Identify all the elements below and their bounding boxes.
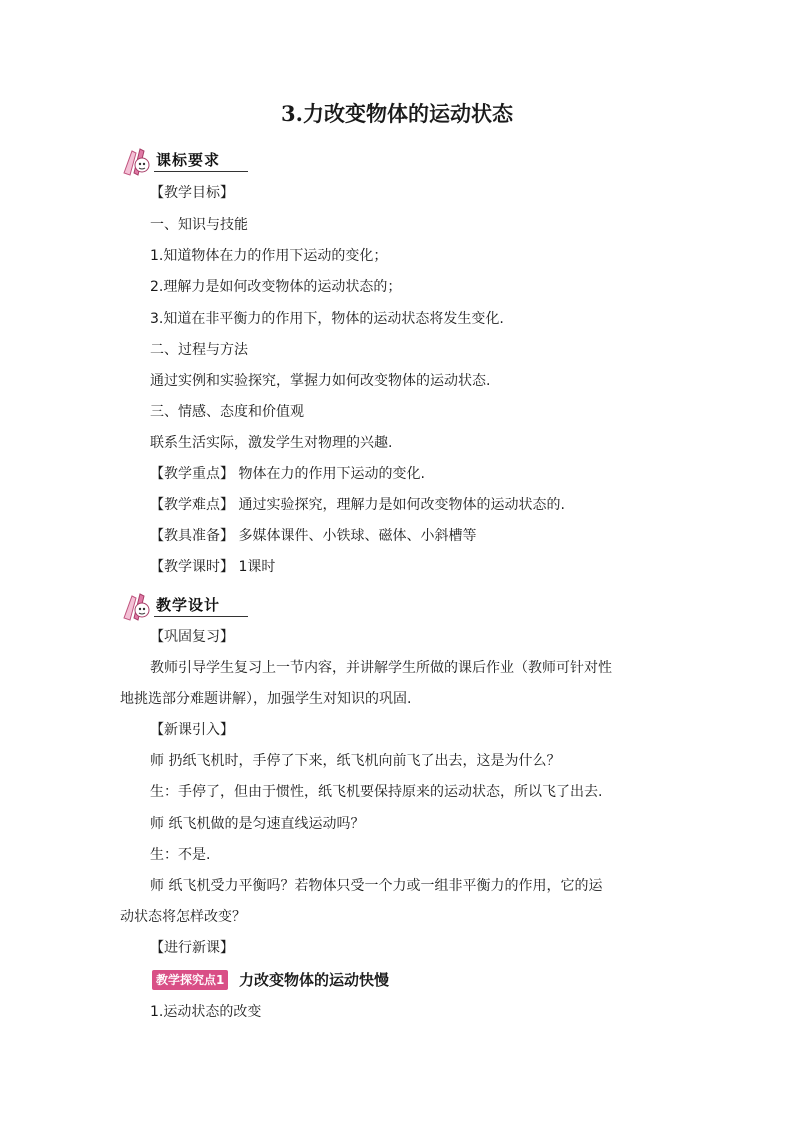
pencil-mascot-icon (118, 143, 154, 179)
section-label: 教学设计 (156, 596, 221, 614)
dialogue-line: 动状态将怎样改变？ (120, 909, 246, 925)
paragraph-line: 地挑选部分难题讲解），加强学生对知识的巩固. (120, 691, 412, 707)
text-line: 【教学难点】 通过实验探究，理解力是如何改变物体的运动状态的. (150, 497, 565, 513)
dialogue-line: 生：手停了，但由于惯性，纸飞机要保持原来的运动状态，所以飞了出去. (150, 784, 603, 800)
text-line: 【教学重点】 物体在力的作用下运动的变化. (150, 466, 425, 482)
banner-underline (154, 616, 248, 617)
inquiry-point-tag: 教学探究点1 (152, 970, 228, 990)
text-line: 通过实例和实验探究，掌握力如何改变物体的运动状态. (150, 373, 491, 389)
dialogue-line: 师 扔纸飞机时，手停了下来，纸飞机向前飞了出去，这是为什么？ (150, 753, 561, 769)
text-line: 【巩固复习】 (150, 629, 234, 645)
text-line: 联系生活实际，激发学生对物理的兴趣. (150, 435, 393, 451)
inquiry-point-title: 力改变物体的运动快慢 (239, 971, 390, 989)
section-label: 课标要求 (156, 151, 221, 169)
text-line: 【新课引入】 (150, 722, 234, 738)
text-line: 一、知识与技能 (150, 217, 248, 233)
text-line: 二、过程与方法 (150, 342, 248, 358)
text-line: 【教具准备】 多媒体课件、小铁球、磁体、小斜槽等 (150, 528, 477, 544)
text-line: 3.知道在非平衡力的作用下，物体的运动状态将发生变化. (150, 311, 504, 327)
dialogue-line: 师 纸飞机做的是匀速直线运动吗？ (150, 816, 365, 832)
text-line: 2.理解力是如何改变物体的运动状态的； (150, 279, 402, 295)
banner-underline (154, 171, 248, 172)
dialogue-line: 师 纸飞机受力平衡吗？若物体只受一个力或一组非平衡力的作用，它的运 (150, 878, 603, 894)
text-line: 【教学目标】 (150, 185, 234, 201)
text-line: 【进行新课】 (150, 940, 234, 956)
text-line: 三、情感、态度和价值观 (150, 404, 304, 420)
page-title: 3.力改变物体的运动状态 (281, 101, 513, 126)
paragraph-line: 教师引导学生复习上一节内容，并讲解学生所做的课后作业（教师可针对性 (150, 660, 612, 676)
text-line: 【教学课时】 1课时 (150, 559, 276, 575)
section-banner-design (118, 588, 248, 624)
section-banner-standards (118, 143, 248, 179)
text-line: 1.运动状态的改变 (150, 1004, 262, 1020)
text-line: 1.知道物体在力的作用下运动的变化； (150, 248, 388, 264)
pencil-mascot-icon (118, 588, 154, 624)
dialogue-line: 生：不是. (150, 847, 211, 863)
